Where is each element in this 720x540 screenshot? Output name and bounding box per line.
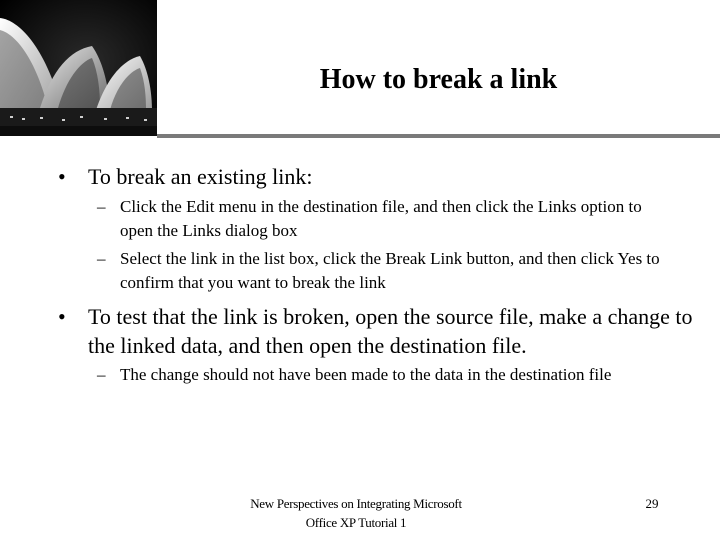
slide-title: How to break a link <box>319 64 558 95</box>
page-number: 29 <box>645 496 659 511</box>
bullet-text: To break an existing link: <box>88 164 313 189</box>
dash-marker: – <box>97 249 106 268</box>
sub-bullet-item <box>97 363 677 387</box>
footer-source-line: New Perspectives on Integrating Microsoft <box>250 496 462 511</box>
sub-bullet-text: Select the link in the list box, click the Break Link button, and then click Yes to confirm that you want to break the link <box>120 249 660 292</box>
bullet-item <box>58 162 698 191</box>
bullet-text: To test that the link is broken, open the source file, make a change to the linked data, and then open the destination file. <box>88 304 693 358</box>
footer-source <box>216 494 496 532</box>
bullet-marker: • <box>58 304 66 329</box>
footer-source-line: Office XP Tutorial 1 <box>305 515 407 530</box>
sub-bullet-text: The change should not have been made to the data in the destination file <box>120 365 612 384</box>
sub-bullet-text: Click the Edit menu in the destination file, and then click the Links option to open the Links dialog box <box>120 197 642 240</box>
sub-bullet-item <box>97 247 677 295</box>
sub-bullet-item <box>97 195 677 243</box>
bullet-marker: • <box>58 164 66 189</box>
dash-marker: – <box>97 197 106 216</box>
bullet-item <box>58 302 698 360</box>
dash-marker: – <box>97 365 106 384</box>
